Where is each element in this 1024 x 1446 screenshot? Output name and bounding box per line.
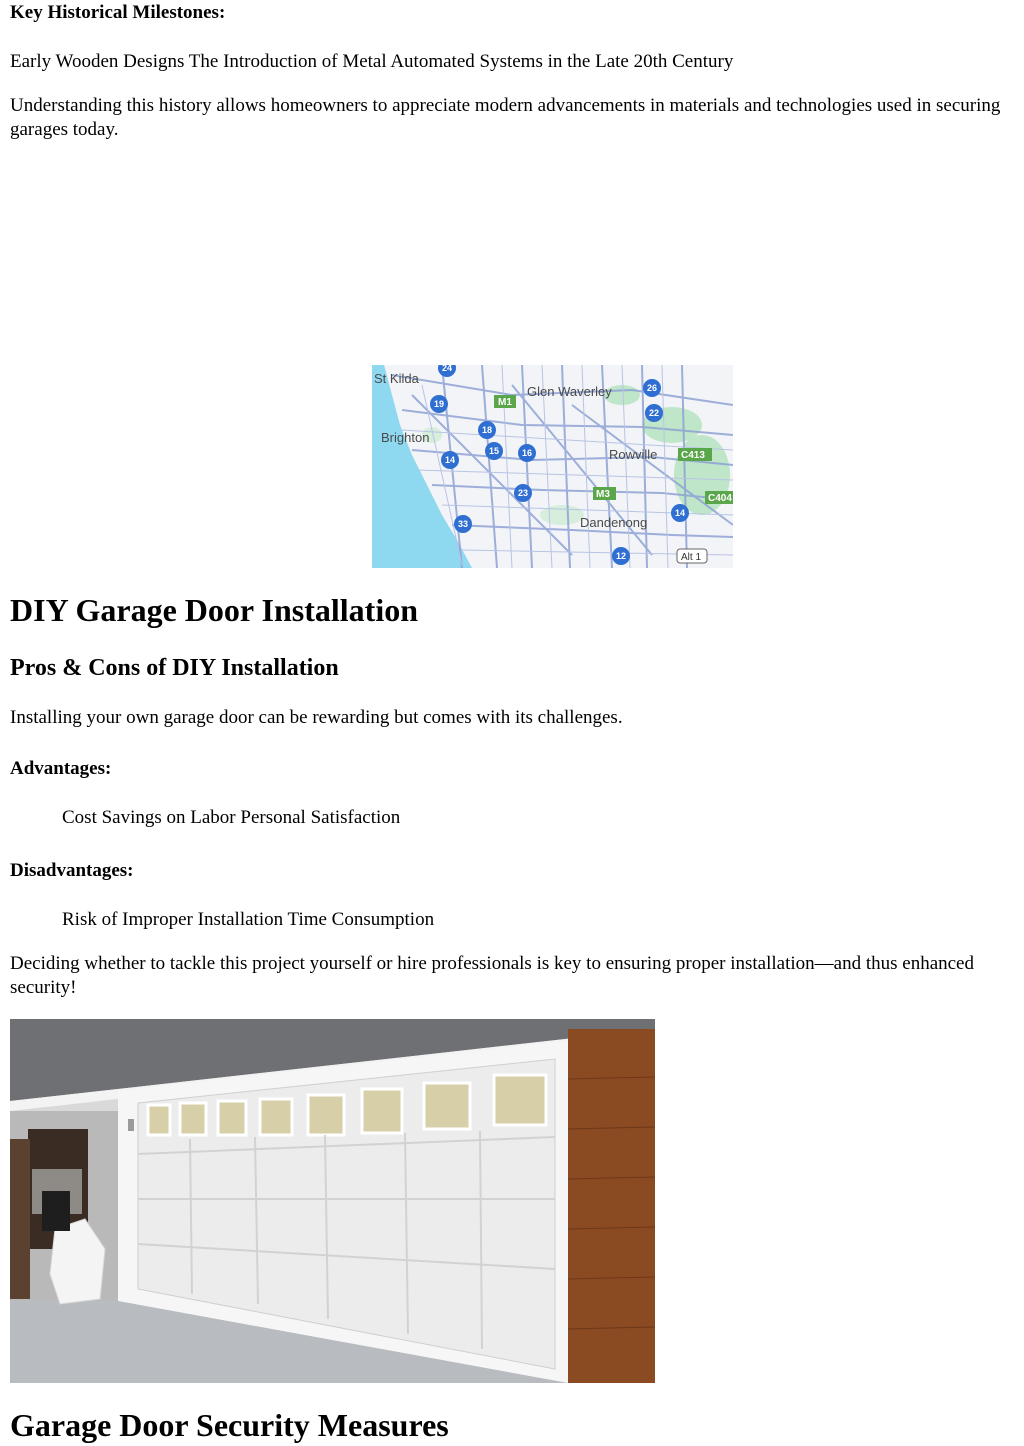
diy-conclusion: Deciding whether to tackle this project yourself or hire professionals is key to ensuring proper installation—and thus enhanced security! — [10, 953, 974, 998]
map-shield-c413: C413 — [681, 450, 705, 461]
map-shield-m1: M1 — [498, 397, 512, 408]
map-label-rowville: Rowville — [609, 447, 658, 462]
map-label-glen-waverley: Glen Waverley — [527, 384, 612, 399]
map-shield-24: 24 — [441, 365, 453, 373]
diy-subtitle: Pros & Cons of DIY Installation — [10, 655, 339, 681]
map-shield-18: 18 — [481, 425, 493, 435]
diy-intro: Installing your own garage door can be rewarding but comes with its challenges. — [10, 707, 623, 728]
map-shield-15: 15 — [488, 446, 500, 456]
map-shield-14-west: 14 — [444, 455, 456, 465]
map-shield-22: 22 — [648, 408, 660, 418]
map-label-st-kilda: St Kilda — [374, 371, 419, 386]
map-shield-19: 19 — [433, 399, 445, 409]
map-shield-c404: C404 — [708, 493, 732, 504]
history-milestones: Early Wooden Designs The Introduction of Metal Automated Systems in the Late 20th Century — [10, 51, 734, 72]
map-label-brighton: Brighton — [381, 430, 430, 445]
map-shield-alt1: Alt 1 — [681, 552, 702, 563]
map-image — [372, 365, 733, 568]
map-label-dandenong: Dandenong — [580, 515, 648, 530]
map-shield-26: 26 — [646, 383, 658, 393]
map-shield-23: 23 — [517, 488, 529, 498]
map-shield-33: 33 — [457, 519, 469, 529]
disadvantages-heading: Disadvantages: — [10, 860, 134, 881]
history-paragraph: Understanding this history allows homeowners to appreciate modern advancements in materials and technologies used in securing garages today. — [10, 95, 1001, 140]
disadvantages-list: Risk of Improper Installation Time Consumption — [62, 909, 435, 930]
history-heading: Key Historical Milestones: — [10, 2, 226, 23]
advantages-heading: Advantages: — [10, 758, 112, 779]
garage-door-photo — [10, 1019, 655, 1383]
map-shield-14-east: 14 — [674, 508, 686, 518]
advantages-list: Cost Savings on Labor Personal Satisfaction — [62, 807, 401, 828]
map-shield-m3: M3 — [596, 489, 610, 500]
security-title: Garage Door Security Measures — [10, 1407, 449, 1443]
map-shield-12: 12 — [615, 551, 627, 561]
map-shield-16: 16 — [521, 448, 533, 458]
diy-title: DIY Garage Door Installation — [10, 592, 418, 628]
